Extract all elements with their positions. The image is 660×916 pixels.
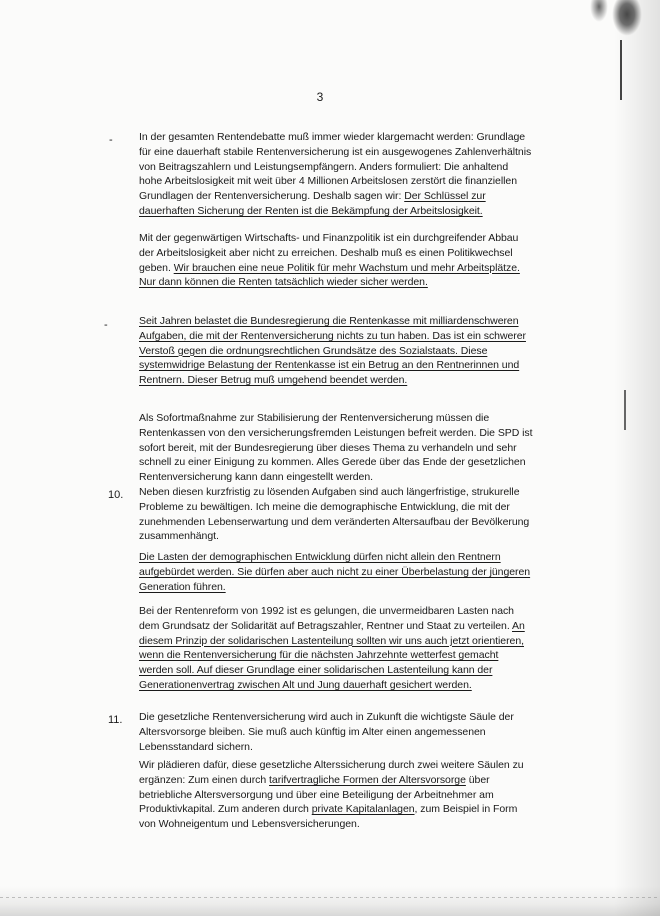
paragraph-text: Bei der Rentenreform von 1992 ist es gelungen, die unvermeidbaren Lasten nach dem Grundsatz der Solidarität auf Betragszahler, Rentner und Staat zu verteilen. bbox=[139, 605, 514, 632]
paragraph-6 bbox=[139, 550, 534, 594]
scan-mark bbox=[624, 390, 626, 430]
paragraph-5 bbox=[139, 485, 534, 544]
page-number: 3 bbox=[316, 90, 324, 104]
paragraph-9 bbox=[139, 758, 534, 832]
paragraph-text: , zum Beispiel in Form von Wohneigentum und Lebensversicherungen. bbox=[139, 803, 518, 831]
list-dash: - bbox=[109, 134, 113, 146]
paragraph-text: Als Sofortmaßnahme zur Stabilisierung der Rentenversicherung müssen die Rentenkassen von den versicherungsfremden Leistungen befreit werden. Die SPD ist sofort bereit, mit der Bundesregierung über dieses Thema zu verhandeln und sehr schnell zu einer Einigung zu kommen. Alles Gerede über das Ende der gesetzlichen Rentenversicherung kann dann eingestellt werden. bbox=[139, 412, 533, 484]
paragraph-underlined-text: tarifvertragliche Formen der Altersvorsorge bbox=[269, 773, 466, 786]
paragraph-text: Neben diesen kurzfristig zu lösenden Aufgaben sind auch längerfristige, strukurelle Probleme zu bewältigen. Ich meine die demographische Entwicklung, die mit der zunehmenden Lebenserwartung und dem veränderten Altersaufbau der Bevölkerung zusammenhängt. bbox=[139, 486, 530, 543]
perforation-line bbox=[0, 897, 660, 898]
paragraph-underlined-text: Der Schlüssel zur dauerhaften Sicherung der Renten ist die Bekämpfung der Arbeitslosigkeit. bbox=[139, 190, 486, 217]
paragraph-text: Wir plädieren dafür, diese gesetzliche Alterssicherung durch zwei weitere Säulen zu ergänzen: Zum einen durch bbox=[139, 759, 524, 786]
paragraph-text: Mit der gegenwärtigen Wirtschafts- und Finanzpolitik ist ein durchgreifender Abbau der Arbeitslosigkeit aber nicht zu erreichen. Deshalb muß es einen Politikwechsel geben. bbox=[139, 232, 519, 274]
paragraph-3 bbox=[139, 314, 534, 388]
scan-smudge bbox=[590, 0, 608, 22]
paragraph-2 bbox=[139, 231, 534, 290]
paragraph-text: Die gesetzliche Rentenversicherung wird auch in Zukunft die wichtigste Säule der Altersvorsorge bleiben. Sie muß auch künftig im Alter einen angemessenen Lebensstandard sichern. bbox=[139, 711, 514, 753]
section-number: 11. bbox=[108, 714, 123, 726]
section-number: 10. bbox=[108, 489, 124, 501]
paragraph-1 bbox=[139, 130, 534, 219]
list-dash: - bbox=[104, 319, 108, 331]
paragraph-underlined-text: Wir brauchen eine neue Politik für mehr Wachstum und mehr Arbeitsplätze. Nur dann können die Renten tatsächlich wieder sicher werden. bbox=[139, 261, 520, 289]
scan-smudge bbox=[612, 0, 642, 36]
paragraph-underlined-text: An diesem Prinzip der solidarischen Lastenteilung sollten wir uns auch jetzt orientieren, wenn die Rentenversicherung für die nächsten Jahrzehnte wetterfest gemacht werden soll. Auf dieser Grundlage einer solidarischen Lastenteilung kann der Generationenvertrag zwischen Alt und Jung dauerhaft gesichert werden. bbox=[139, 619, 525, 691]
paragraph-4 bbox=[139, 411, 534, 485]
scan-shadow-bottom bbox=[0, 886, 660, 916]
paragraph-8 bbox=[139, 710, 534, 754]
paragraph-text: In der gesamten Rentendebatte muß immer wieder klargemacht werden: Grundlage für eine dauerhaft stabile Rentenversicherung ist ein ausgewogenes Zahlenverhältnis von Beitragszahlern und Leistungsempfängern. Anders formuliert: Die anhaltend hohe Arbeitslosigkeit mit weit über 4 Millionen Arbeitslosen zerstört die finanziellen Grundlagen der Rentenversicherung. Deshalb sagen wir: bbox=[139, 131, 532, 203]
scan-shadow-right bbox=[614, 0, 660, 916]
paragraph-underlined-text: Seit Jahren belastet die Bundesregierung die Rentenkasse mit milliardenschweren Aufgaben, die mit der Rentenversicherung nichts zu tun haben. Das ist ein schwerer Verstoß gegen die ordnungsrechtlichen Grundsätze des Sozialstaats. Diese systemwidrige Belastung der Rentenkasse ist ein Betrug an den Rentnerinnen und Rentnern. Dieser Betrug muß umgehend beendet werden. bbox=[139, 315, 526, 387]
paragraph-underlined-text: Die Lasten der demographischen Entwicklung dürfen nicht allein den Rentnern aufgebürdet werden. Sie dürfen aber auch nicht zu einer Überbelastung der jüngeren Generation führen. bbox=[139, 551, 531, 593]
paragraph-text: über betriebliche Altersversorgung und über eine Beteiligung der Arbeitnehmer am Produktivkapital. Zum anderen durch bbox=[139, 773, 494, 816]
paragraph-underlined-text: private Kapitalanlagen bbox=[311, 803, 415, 816]
paragraph-7 bbox=[139, 604, 534, 693]
